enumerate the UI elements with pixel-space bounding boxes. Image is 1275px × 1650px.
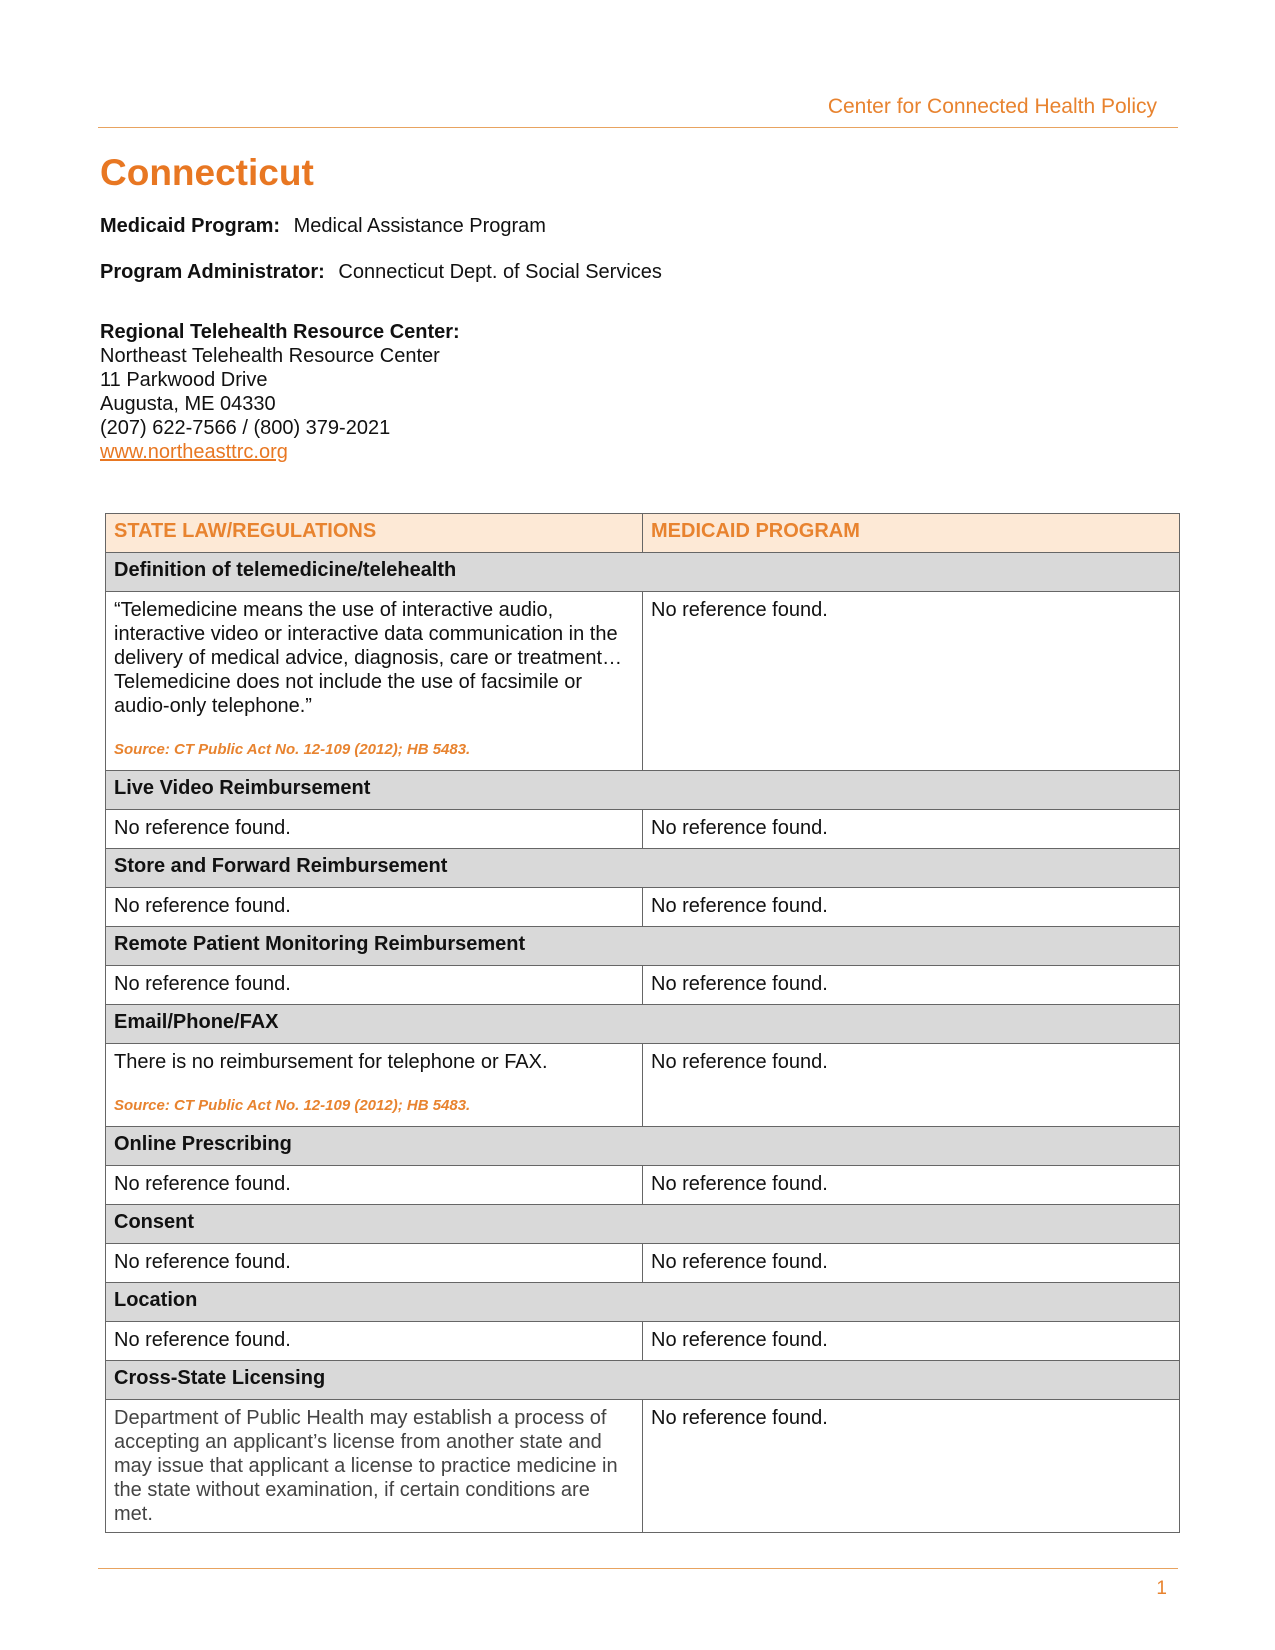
table-row bbox=[106, 1400, 1180, 1533]
section-title: Definition of telemedicine/telehealth bbox=[106, 553, 1180, 592]
page-number: 1 bbox=[1156, 1578, 1167, 1599]
state-law-text: No reference found. bbox=[114, 1173, 291, 1195]
state-law-cell bbox=[106, 592, 643, 771]
column-header-state-law: STATE LAW/REGULATIONS bbox=[106, 514, 643, 553]
rtrc-label: Regional Telehealth Resource Center: bbox=[100, 321, 460, 343]
section-row bbox=[106, 1283, 1180, 1322]
table-row bbox=[106, 810, 1180, 849]
section-title: Store and Forward Reimbursement bbox=[106, 849, 1180, 888]
program-administrator-value: Connecticut Dept. of Social Services bbox=[338, 261, 662, 283]
state-law-cell bbox=[106, 1166, 643, 1205]
section-row bbox=[106, 771, 1180, 810]
section-title: Location bbox=[106, 1283, 1180, 1322]
policy-table-body bbox=[106, 553, 1180, 1533]
medicaid-cell: No reference found. bbox=[643, 1400, 1180, 1533]
state-law-text: No reference found. bbox=[114, 973, 291, 995]
medicaid-cell: No reference found. bbox=[643, 1166, 1180, 1205]
state-law-text: “Telemedicine means the use of interactive audio, interactive video or interactive data communication in the delivery of medical advice, diagnosis, care or treatment…Telemedicine does not include the use of facsimile or audio-only telephone.” bbox=[114, 599, 623, 717]
medicaid-cell: No reference found. bbox=[643, 592, 1180, 771]
state-law-cell bbox=[106, 1322, 643, 1361]
state-law-cell bbox=[106, 810, 643, 849]
section-title: Email/Phone/FAX bbox=[106, 1005, 1180, 1044]
footer-divider bbox=[98, 1568, 1178, 1569]
section-row bbox=[106, 849, 1180, 888]
section-row bbox=[106, 1005, 1180, 1044]
medicaid-cell: No reference found. bbox=[643, 1322, 1180, 1361]
table-row bbox=[106, 1044, 1180, 1127]
section-row bbox=[106, 1127, 1180, 1166]
table-row bbox=[106, 1244, 1180, 1283]
medicaid-cell: No reference found. bbox=[643, 966, 1180, 1005]
medicaid-program-value: Medical Assistance Program bbox=[293, 215, 546, 237]
medicaid-cell: No reference found. bbox=[643, 1044, 1180, 1127]
rtrc-address-line1: 11 Parkwood Drive bbox=[100, 369, 268, 391]
table-row bbox=[106, 1166, 1180, 1205]
section-row bbox=[106, 1361, 1180, 1400]
section-title: Remote Patient Monitoring Reimbursement bbox=[106, 927, 1180, 966]
state-law-text: No reference found. bbox=[114, 895, 291, 917]
state-law-text: No reference found. bbox=[114, 1329, 291, 1351]
state-law-text: Department of Public Health may establish a process of accepting an applicant’s license from another state and may issue that applicant a license to practice medicine in the state without examination, if certain conditions are met. bbox=[114, 1407, 618, 1525]
section-title: Online Prescribing bbox=[106, 1127, 1180, 1166]
header-divider bbox=[98, 127, 1178, 128]
state-law-cell bbox=[106, 1044, 643, 1127]
medicaid-cell: No reference found. bbox=[643, 810, 1180, 849]
program-administrator-label: Program Administrator: bbox=[100, 261, 325, 283]
table-row bbox=[106, 888, 1180, 927]
medicaid-program-line bbox=[100, 214, 546, 238]
table-header-row bbox=[106, 514, 1180, 553]
table-row bbox=[106, 966, 1180, 1005]
medicaid-cell: No reference found. bbox=[643, 888, 1180, 927]
page-title: Connecticut bbox=[100, 152, 314, 193]
section-row bbox=[106, 553, 1180, 592]
state-law-cell bbox=[106, 1244, 643, 1283]
column-header-medicaid: MEDICAID PROGRAM bbox=[643, 514, 1180, 553]
state-law-cell bbox=[106, 888, 643, 927]
rtrc-address-line2: Augusta, ME 04330 bbox=[100, 393, 276, 415]
section-title: Consent bbox=[106, 1205, 1180, 1244]
section-title: Cross-State Licensing bbox=[106, 1361, 1180, 1400]
table-row bbox=[106, 1322, 1180, 1361]
rtrc-block bbox=[100, 320, 460, 464]
policy-table bbox=[105, 513, 1180, 1533]
source-citation: Source: CT Public Act No. 12-109 (2012); HB 5483. bbox=[114, 1097, 471, 1114]
state-law-cell bbox=[106, 1400, 643, 1533]
medicaid-cell: No reference found. bbox=[643, 1244, 1180, 1283]
state-law-text: No reference found. bbox=[114, 817, 291, 839]
section-row bbox=[106, 1205, 1180, 1244]
source-citation: Source: CT Public Act No. 12-109 (2012); HB 5483. bbox=[114, 741, 471, 758]
section-row bbox=[106, 927, 1180, 966]
rtrc-website-link[interactable]: www.northeasttrc.org bbox=[100, 441, 288, 463]
program-administrator-line bbox=[100, 260, 662, 284]
state-law-cell bbox=[106, 966, 643, 1005]
medicaid-program-label: Medicaid Program: bbox=[100, 215, 281, 237]
table-row bbox=[106, 592, 1180, 771]
header-organization: Center for Connected Health Policy bbox=[827, 95, 1157, 118]
state-law-text: No reference found. bbox=[114, 1251, 291, 1273]
rtrc-phone: (207) 622-7566 / (800) 379-2021 bbox=[100, 417, 391, 439]
state-law-text: There is no reimbursement for telephone or FAX. bbox=[114, 1051, 548, 1073]
section-title: Live Video Reimbursement bbox=[106, 771, 1180, 810]
rtrc-name: Northeast Telehealth Resource Center bbox=[100, 345, 440, 367]
